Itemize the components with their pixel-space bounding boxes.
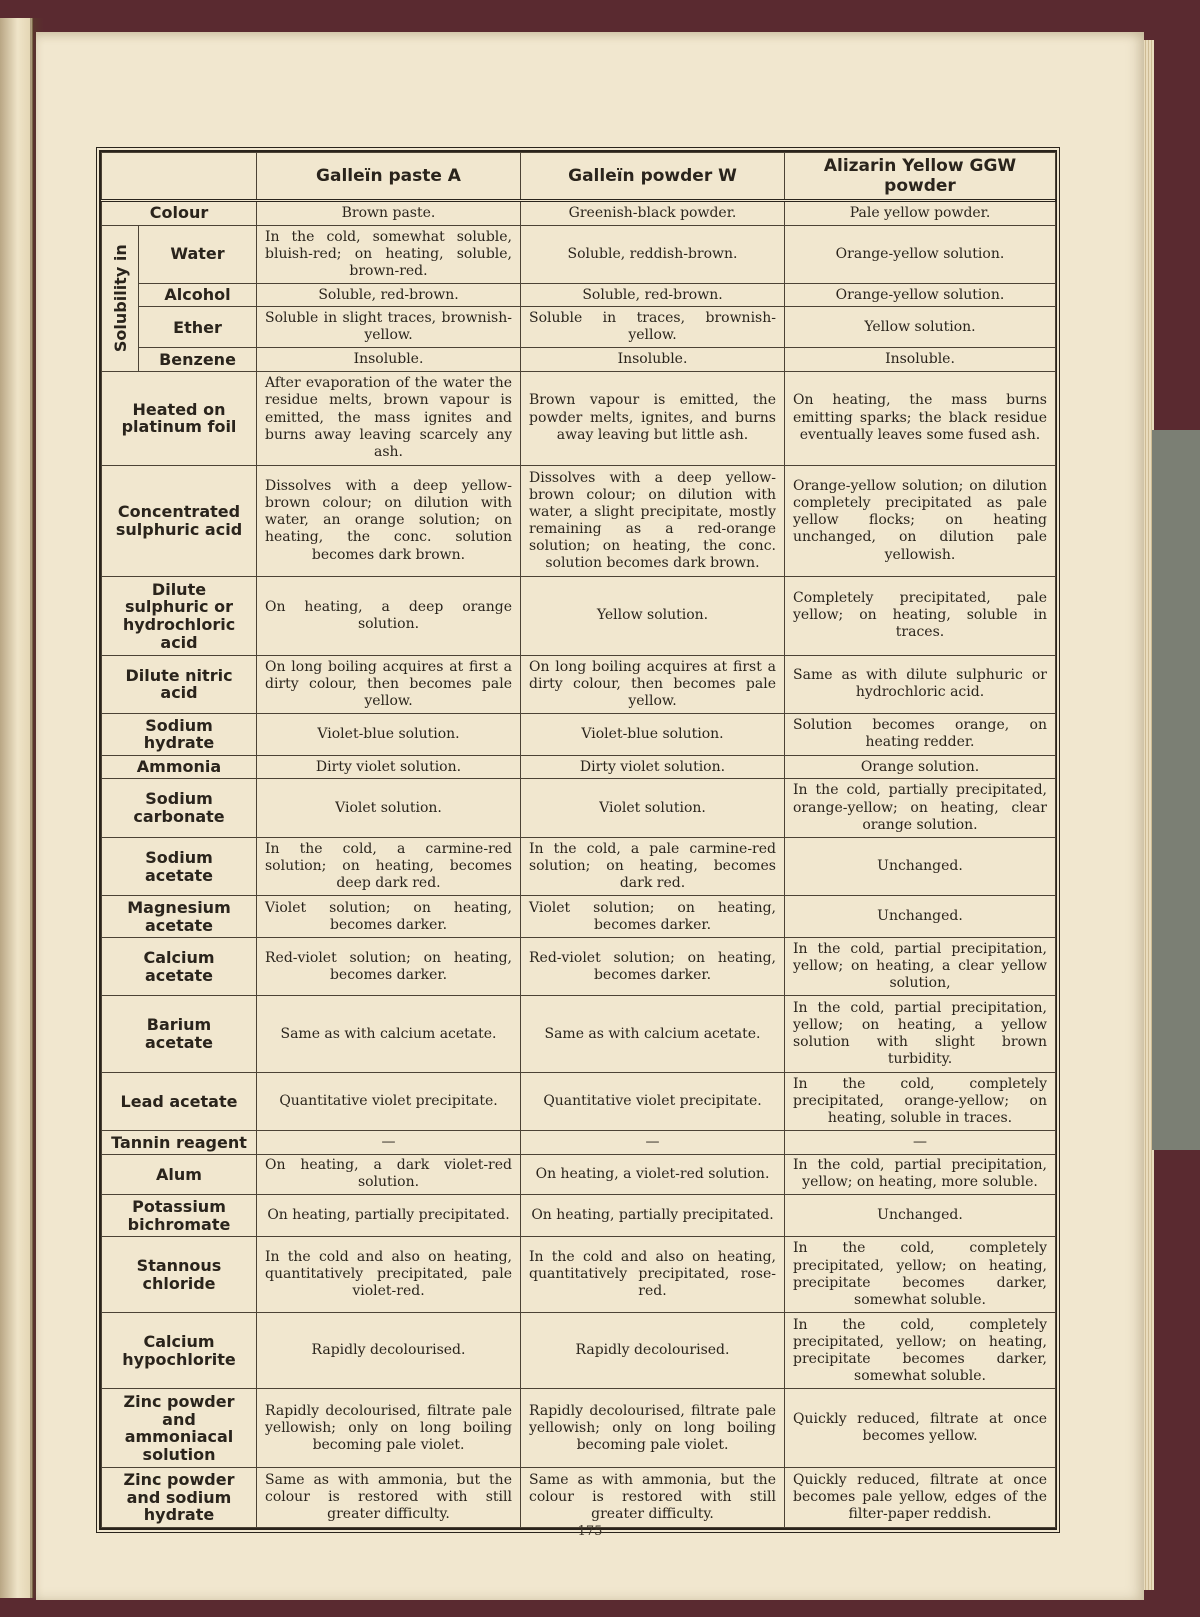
row-label: Magnesium acetate xyxy=(102,896,257,938)
cell-alizarin-yellow: Unchanged. xyxy=(785,1195,1056,1237)
row-label: Colour xyxy=(102,201,257,226)
cell-gallein-powder-w: Red-violet solution; on heating, becomes darker. xyxy=(521,938,785,996)
cell-gallein-paste-a: Soluble, red-brown. xyxy=(257,283,521,306)
cell-alizarin-yellow: Same as with dilute sulphuric or hydrochloric acid. xyxy=(785,655,1056,713)
table-row xyxy=(102,1313,1056,1389)
row-label: Potassium bichromate xyxy=(102,1195,257,1237)
cell-alizarin-yellow: Yellow solution. xyxy=(785,307,1056,348)
cell-alizarin-yellow: Unchanged. xyxy=(785,896,1056,938)
row-label: Stannous chloride xyxy=(102,1237,257,1313)
row-label: Calcium acetate xyxy=(102,938,257,996)
column-header-alizarin-yellow-ggw: Alizarin Yellow GGW powder xyxy=(785,153,1056,201)
cell-gallein-powder-w: Same as with ammonia, but the colour is restored with still greater difficulty. xyxy=(521,1467,785,1527)
row-label: Barium acetate xyxy=(102,996,257,1072)
table-row xyxy=(102,348,1056,371)
cell-alizarin-yellow: In the cold, partial precipitation, yellow; on heating, more soluble. xyxy=(785,1154,1056,1195)
cell-gallein-powder-w: Rapidly decolourised, filtrate pale yellowish; only on long boiling becoming pale violet. xyxy=(521,1389,785,1467)
table-row xyxy=(102,307,1056,348)
cell-gallein-paste-a: — xyxy=(257,1131,521,1154)
cell-gallein-paste-a: In the cold, a carmine-red solution; on heating, becomes deep dark red. xyxy=(257,837,521,895)
table-row xyxy=(102,1131,1056,1154)
cell-gallein-paste-a: Soluble in slight traces, brownish-yellow. xyxy=(257,307,521,348)
cell-alizarin-yellow: Orange-yellow solution. xyxy=(785,283,1056,306)
cell-gallein-paste-a: Violet solution; on heating, becomes darker. xyxy=(257,896,521,938)
cell-gallein-paste-a: On heating, a deep orange solution. xyxy=(257,577,521,655)
row-label: Ammonia xyxy=(102,755,257,778)
table-row xyxy=(102,837,1056,895)
cell-gallein-powder-w: Violet-blue solution. xyxy=(521,714,785,756)
row-label: Concentrated sulphuric acid xyxy=(102,465,257,577)
solubility-group-label: Solubility in xyxy=(102,225,139,371)
row-label: Dilute nitric acid xyxy=(102,655,257,713)
row-label: Alcohol xyxy=(139,283,257,306)
cell-gallein-powder-w: Dissolves with a deep yellow-brown colour; on dilution with water, a slight precipitate, mostly remaining as a red-orange solution; on heating, the conc. solution becomes dark brown. xyxy=(521,465,785,577)
cell-alizarin-yellow: Completely precipitated, pale yellow; on heating, soluble in traces. xyxy=(785,577,1056,655)
cell-gallein-paste-a: On long boiling acquires at first a dirty colour, then becomes pale yellow. xyxy=(257,655,521,713)
cell-gallein-powder-w: Yellow solution. xyxy=(521,577,785,655)
cell-gallein-powder-w: On long boiling acquires at first a dirty colour, then becomes pale yellow. xyxy=(521,655,785,713)
cell-gallein-paste-a: Brown paste. xyxy=(257,201,521,226)
header-row xyxy=(102,153,1056,201)
cell-gallein-paste-a: In the cold, somewhat soluble, bluish-red; on heating, soluble, brown-red. xyxy=(257,225,521,283)
cell-gallein-powder-w: Violet solution. xyxy=(521,779,785,837)
table-row xyxy=(102,465,1056,577)
cell-gallein-powder-w: Violet solution; on heating, becomes darker. xyxy=(521,896,785,938)
cell-gallein-paste-a: Quantitative violet precipitate. xyxy=(257,1072,521,1130)
corner-cell xyxy=(102,153,257,201)
row-label: Benzene xyxy=(139,348,257,371)
row-label: Zinc powder and sodium hydrate xyxy=(102,1467,257,1527)
table-row xyxy=(102,1195,1056,1237)
cell-gallein-paste-a: Rapidly decolourised, filtrate pale yellowish; only on long boiling becoming pale violet. xyxy=(257,1389,521,1467)
cell-gallein-powder-w: Insoluble. xyxy=(521,348,785,371)
table-row xyxy=(102,896,1056,938)
table-row xyxy=(102,779,1056,837)
table-row xyxy=(102,755,1056,778)
cell-gallein-powder-w: Dirty violet solution. xyxy=(521,755,785,778)
cell-alizarin-yellow: Quickly reduced, filtrate at once becomes pale yellow, edges of the filter-paper reddish. xyxy=(785,1467,1056,1527)
cell-gallein-powder-w: Soluble, reddish-brown. xyxy=(521,225,785,283)
cell-alizarin-yellow: Orange solution. xyxy=(785,755,1056,778)
row-label: Zinc powder and ammoniacal solution xyxy=(102,1389,257,1467)
cell-alizarin-yellow: On heating, the mass burns emitting sparks; the black residue eventually leaves some fused ash. xyxy=(785,371,1056,465)
row-label: Sodium hydrate xyxy=(102,714,257,756)
table-row xyxy=(102,996,1056,1072)
row-label: Ether xyxy=(139,307,257,348)
row-label: Calcium hypochlorite xyxy=(102,1313,257,1389)
cell-gallein-powder-w: Quantitative violet precipitate. xyxy=(521,1072,785,1130)
paper-tab xyxy=(1152,430,1200,1150)
cell-alizarin-yellow: In the cold, completely precipitated, orange-yellow; on heating, soluble in traces. xyxy=(785,1072,1056,1130)
table-row xyxy=(102,371,1056,465)
dye-reactions-table xyxy=(101,152,1056,1528)
table-row xyxy=(102,1389,1056,1467)
cell-gallein-powder-w: In the cold and also on heating, quantitatively precipitated, rose-red. xyxy=(521,1237,785,1313)
table-row xyxy=(102,1154,1056,1195)
cell-gallein-powder-w: On heating, partially precipitated. xyxy=(521,1195,785,1237)
cell-gallein-powder-w: Greenish-black powder. xyxy=(521,201,785,226)
row-label: Lead acetate xyxy=(102,1072,257,1130)
cell-alizarin-yellow: In the cold, partially precipitated, orange-yellow; on heating, clear orange solution. xyxy=(785,779,1056,837)
cell-gallein-paste-a: On heating, partially precipitated. xyxy=(257,1195,521,1237)
cell-gallein-powder-w: On heating, a violet-red solution. xyxy=(521,1154,785,1195)
facing-page-edge xyxy=(0,18,33,1598)
table-row xyxy=(102,655,1056,713)
row-label: Alum xyxy=(102,1154,257,1195)
row-label: Dilute sulphuric or hydrochloric acid xyxy=(102,577,257,655)
book-page xyxy=(36,32,1144,1600)
cell-gallein-paste-a: Same as with calcium acetate. xyxy=(257,996,521,1072)
cell-alizarin-yellow: Pale yellow powder. xyxy=(785,201,1056,226)
cell-alizarin-yellow: Quickly reduced, filtrate at once becomes yellow. xyxy=(785,1389,1056,1467)
row-label: Heated on platinum foil xyxy=(102,371,257,465)
cell-gallein-paste-a: On heating, a dark violet-red solution. xyxy=(257,1154,521,1195)
cell-alizarin-yellow: In the cold, completely precipitated, yellow; on heating, precipitate becomes darker, somewhat soluble. xyxy=(785,1313,1056,1389)
table-row xyxy=(102,225,1056,283)
table-row xyxy=(102,1072,1056,1130)
column-header-gallein-powder-w: Galleïn powder W xyxy=(521,153,785,201)
cell-alizarin-yellow: Orange-yellow solution. xyxy=(785,225,1056,283)
table-row xyxy=(102,1237,1056,1313)
cell-alizarin-yellow: — xyxy=(785,1131,1056,1154)
cell-gallein-powder-w: Same as with calcium acetate. xyxy=(521,996,785,1072)
cell-gallein-paste-a: Violet-blue solution. xyxy=(257,714,521,756)
table-row xyxy=(102,1467,1056,1527)
table-row xyxy=(102,938,1056,996)
cell-gallein-paste-a: Rapidly decolourised. xyxy=(257,1313,521,1389)
row-label: Water xyxy=(139,225,257,283)
cell-gallein-powder-w: Soluble, red-brown. xyxy=(521,283,785,306)
cell-gallein-powder-w: In the cold, a pale carmine-red solution; on heating, becomes dark red. xyxy=(521,837,785,895)
cell-gallein-powder-w: — xyxy=(521,1131,785,1154)
cell-gallein-paste-a: Dissolves with a deep yellow-brown colour; on dilution with water, an orange solution; on heating, the conc. solution becomes dark brown. xyxy=(257,465,521,577)
cell-alizarin-yellow: In the cold, partial precipitation, yellow; on heating, a yellow solution with slight brown turbidity. xyxy=(785,996,1056,1072)
page-number: 175 xyxy=(577,1524,603,1539)
cell-gallein-paste-a: Same as with ammonia, but the colour is restored with still greater difficulty. xyxy=(257,1467,521,1527)
cell-alizarin-yellow: Insoluble. xyxy=(785,348,1056,371)
table-row xyxy=(102,577,1056,655)
row-label: Sodium acetate xyxy=(102,837,257,895)
table-row xyxy=(102,201,1056,226)
row-label: Tannin reagent xyxy=(102,1131,257,1154)
cell-gallein-powder-w: Brown vapour is emitted, the powder melts, ignites, and burns away leaving but little ash. xyxy=(521,371,785,465)
cell-gallein-paste-a: Insoluble. xyxy=(257,348,521,371)
cell-gallein-paste-a: Violet solution. xyxy=(257,779,521,837)
cell-alizarin-yellow: In the cold, partial precipitation, yellow; on heating, a clear yellow solution, xyxy=(785,938,1056,996)
cell-gallein-paste-a: After evaporation of the water the residue melts, brown vapour is emitted, the mass ignites and burns away leaving scarcely any ash. xyxy=(257,371,521,465)
cell-gallein-powder-w: Soluble in traces, brownish-yellow. xyxy=(521,307,785,348)
cell-alizarin-yellow: Solution becomes orange, on heating redder. xyxy=(785,714,1056,756)
row-label: Sodium carbonate xyxy=(102,779,257,837)
cell-gallein-paste-a: Red-violet solution; on heating, becomes darker. xyxy=(257,938,521,996)
cell-alizarin-yellow: In the cold, completely precipitated, yellow; on heating, precipitate becomes darker, somewhat soluble. xyxy=(785,1237,1056,1313)
table-row xyxy=(102,283,1056,306)
cell-alizarin-yellow: Orange-yellow solution; on dilution completely precipitated as pale yellow flocks; on heating unchanged, on dilution pale yellowish. xyxy=(785,465,1056,577)
cell-gallein-powder-w: Rapidly decolourised. xyxy=(521,1313,785,1389)
cell-gallein-paste-a: In the cold and also on heating, quantitatively precipitated, pale violet-red. xyxy=(257,1237,521,1313)
reaction-table-frame xyxy=(99,150,1057,1530)
column-header-gallein-paste-a: Galleïn paste A xyxy=(257,153,521,201)
table-row xyxy=(102,714,1056,756)
cell-gallein-paste-a: Dirty violet solution. xyxy=(257,755,521,778)
cell-alizarin-yellow: Unchanged. xyxy=(785,837,1056,895)
